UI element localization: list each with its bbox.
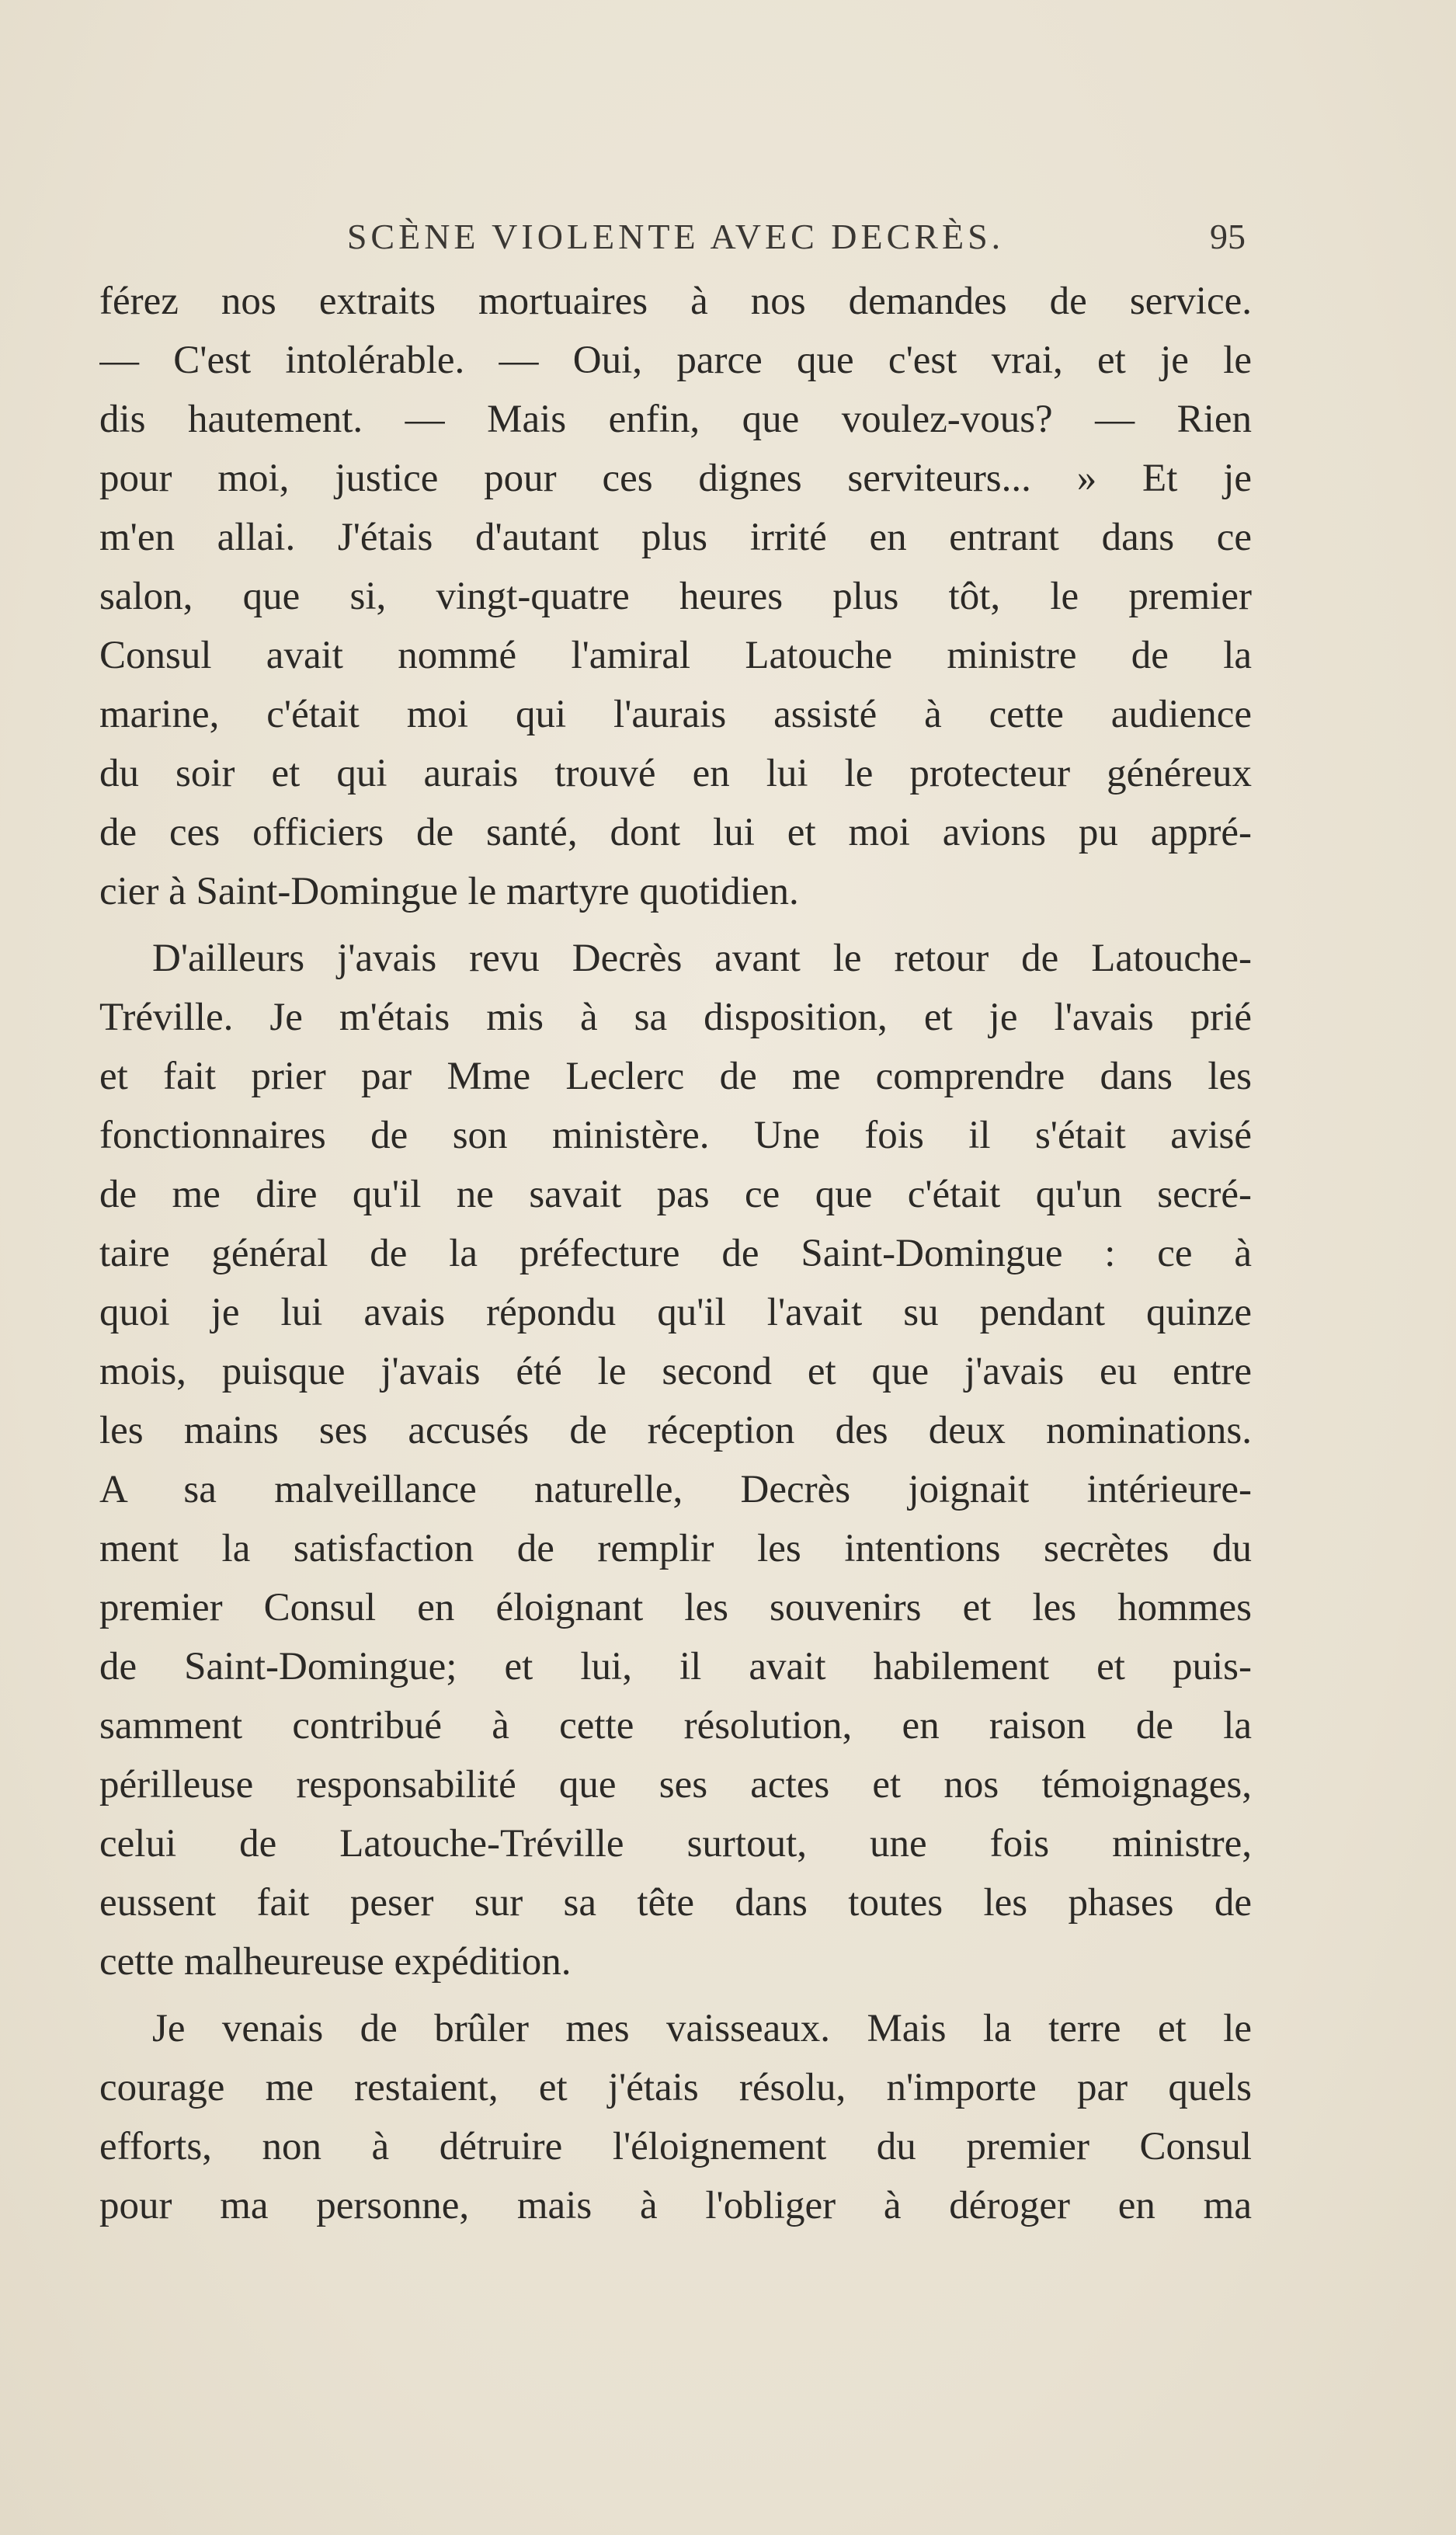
text-line: Consul avait nommé l'amiral Latouche ministre de la xyxy=(99,634,1252,677)
text-line: courage me restaient, et j'étais résolu, n'importe par quels xyxy=(99,2066,1252,2109)
text-line: Je venais de brûler mes vaisseaux. Mais la terre et le xyxy=(152,2007,1252,2050)
text-line: D'ailleurs j'avais revu Decrès avant le retour de Latouche- xyxy=(152,937,1252,980)
text-line: samment contribué à cette résolution, en raison de la xyxy=(99,1704,1252,1747)
text-line: A sa malveillance naturelle, Decrès joignait intérieure- xyxy=(99,1468,1252,1511)
text-line: cette malheureuse expédition. xyxy=(99,1940,572,1984)
text-line: Tréville. Je m'étais mis à sa disposition, et je l'avais prié xyxy=(99,996,1252,1039)
text-line: de Saint-Domingue; et lui, il avait habilement et puis- xyxy=(99,1645,1252,1688)
text-line: quoi je lui avais répondu qu'il l'avait su pendant quinze xyxy=(99,1291,1252,1334)
text-line: marine, c'était moi qui l'aurais assisté à cette audience xyxy=(99,693,1252,736)
text-line: les mains ses accusés de réception des deux nominations. xyxy=(99,1409,1252,1452)
text-line: cier à Saint-Domingue le martyre quotidien. xyxy=(99,870,799,913)
paragraph-gap xyxy=(99,921,1252,929)
paragraph-gap xyxy=(99,1991,1252,1999)
text-line: périlleuse responsabilité que ses actes et nos témoignages, xyxy=(99,1763,1252,1806)
text-line: taire général de la préfecture de Saint-Domingue : ce à xyxy=(99,1232,1252,1275)
text-line: mois, puisque j'avais été le second et que j'avais eu entre xyxy=(99,1350,1252,1393)
running-title: SCÈNE VIOLENTE AVEC DECRÈS. xyxy=(346,217,1005,256)
text-line: de me dire qu'il ne savait pas ce que c'était qu'un secré- xyxy=(99,1173,1252,1216)
text-line: — C'est intolérable. — Oui, parce que c'est vrai, et je le xyxy=(99,339,1252,382)
text-line: pour ma personne, mais à l'obliger à déroger en ma xyxy=(99,2184,1252,2227)
text-line: du soir et qui aurais trouvé en lui le protecteur généreux xyxy=(99,752,1252,795)
text-line: pour moi, justice pour ces dignes serviteurs... » Et je xyxy=(99,457,1252,500)
text-line: férez nos extraits mortuaires à nos demandes de service. xyxy=(99,280,1252,323)
text-line: de ces officiers de santé, dont lui et moi avions pu appré- xyxy=(99,811,1252,854)
text-line: celui de Latouche-Tréville surtout, une fois ministre, xyxy=(99,1822,1252,1866)
text-line: ment la satisfaction de remplir les intentions secrètes du xyxy=(99,1527,1252,1570)
body-text xyxy=(99,272,1252,2235)
text-line: efforts, non à détruire l'éloignement du premier Consul xyxy=(99,2125,1252,2168)
text-line: premier Consul en éloignant les souvenirs et les hommes xyxy=(99,1586,1252,1629)
running-head xyxy=(106,210,1246,264)
text-line: eussent fait peser sur sa tête dans toutes les phases de xyxy=(99,1881,1252,1925)
text-line: fonctionnaires de son ministère. Une fois il s'était avisé xyxy=(99,1114,1252,1157)
text-line: dis hautement. — Mais enfin, que voulez-vous? — Rien xyxy=(99,398,1252,441)
page-number: 95 xyxy=(1210,217,1246,256)
text-line: salon, que si, vingt-quatre heures plus tôt, le premier xyxy=(99,575,1252,618)
text-line: et fait prier par Mme Leclerc de me comprendre dans les xyxy=(99,1055,1252,1098)
text-line: m'en allai. J'étais d'autant plus irrité en entrant dans ce xyxy=(99,516,1252,559)
